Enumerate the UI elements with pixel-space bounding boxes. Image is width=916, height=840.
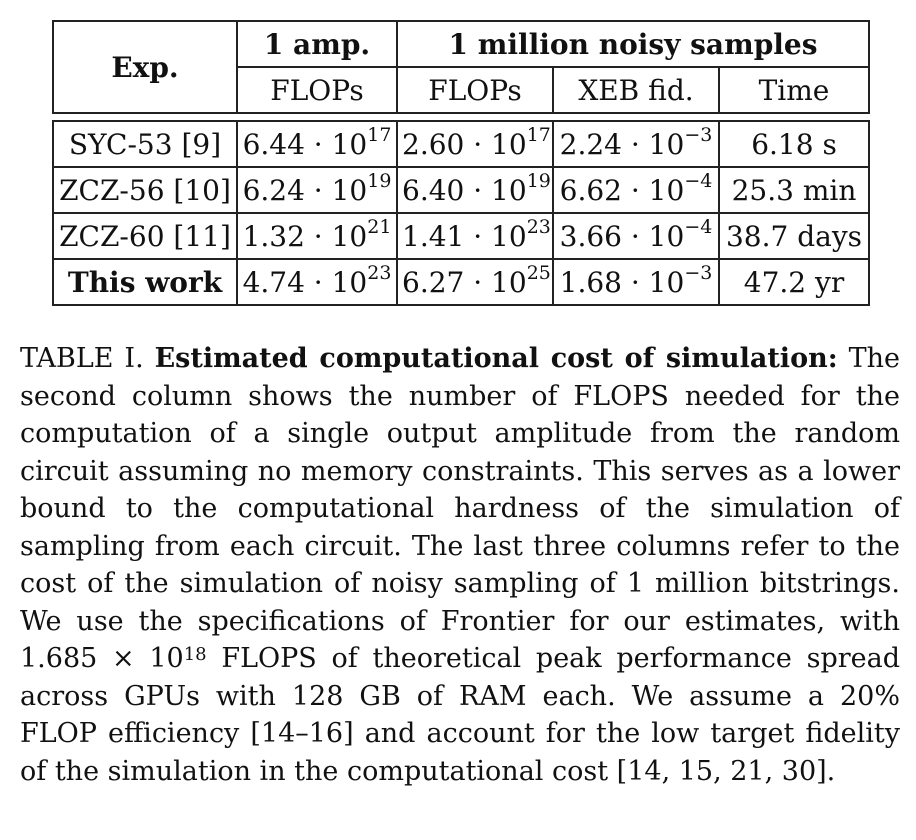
subheader-time: Time	[719, 67, 869, 113]
cell-noisy-flops: $2.60 \cdot 10^{17}$	[397, 121, 553, 167]
subheader-flops-noisy: FLOPs	[397, 67, 553, 113]
cell-time: 38.7 days	[719, 213, 869, 259]
cell-xeb: $3.66 \cdot 10^{-4}$	[553, 213, 719, 259]
caption-label: TABLE I.	[20, 343, 144, 374]
header-exp: Exp.	[53, 21, 237, 113]
cell-xeb: $6.62 \cdot 10^{-4}$	[553, 167, 719, 213]
results-table	[52, 20, 870, 306]
cell-exp: This work	[53, 259, 237, 305]
cell-xeb: $1.68 \cdot 10^{-3}$	[553, 259, 719, 305]
cell-amp-flops: $4.74 \cdot 10^{23}$	[237, 259, 397, 305]
caption-sup: 18	[183, 644, 207, 665]
cell-time: 6.18 s	[719, 121, 869, 167]
table-header	[53, 21, 869, 113]
cell-noisy-flops: $6.27 \cdot 10^{25}$	[397, 259, 553, 305]
cell-noisy-flops: $6.40 \cdot 10^{19}$	[397, 167, 553, 213]
cell-exp: ZCZ-60 [11]	[53, 213, 237, 259]
caption-text-before-sup: The second column shows the number of FLOPS needed for the computation of a single output amplitude from the random circuit assuming no memory constraints. This serves as a lower bound to the computational hardness of the simulation of sampling from each circuit. The last three columns refer to the cost of the simulation of noisy sampling of 1 million bitstrings. We use the specifications of Frontier for our estimates, with 1.685 × 10	[20, 343, 900, 674]
results-table-container	[52, 20, 868, 306]
table-row	[53, 121, 869, 167]
table-caption	[20, 340, 900, 790]
subheader-xeb: XEB fid.	[553, 67, 719, 113]
table-row	[53, 259, 869, 305]
table-row	[53, 213, 869, 259]
header-noisy-samples: 1 million noisy samples	[397, 21, 869, 67]
cell-amp-flops: $6.24 \cdot 10^{19}$	[237, 167, 397, 213]
cell-xeb: $2.24 \cdot 10^{-3}$	[553, 121, 719, 167]
cell-time: 25.3 min	[719, 167, 869, 213]
cell-amp-flops: $6.44 \cdot 10^{17}$	[237, 121, 397, 167]
cell-amp-flops: $1.32 \cdot 10^{21}$	[237, 213, 397, 259]
cell-exp: ZCZ-56 [10]	[53, 167, 237, 213]
caption-title: Estimated computational cost of simulation:	[154, 343, 838, 374]
table-row	[53, 167, 869, 213]
cell-exp: SYC-53 [9]	[53, 121, 237, 167]
header-separator	[53, 113, 869, 121]
header-one-amp: 1 amp.	[237, 21, 397, 67]
cell-time: 47.2 yr	[719, 259, 869, 305]
table-body	[53, 113, 869, 305]
subheader-flops-amp: FLOPs	[237, 67, 397, 113]
cell-noisy-flops: $1.41 \cdot 10^{23}$	[397, 213, 553, 259]
caption-text-after-sup: FLOPS of theoretical peak performance spread across GPUs with 128 GB of RAM each. We assume a 20% FLOP efficiency [14–16] and account for the low target fidelity of the simulation in the computational cost [14, 15, 21, 30].	[20, 643, 900, 787]
